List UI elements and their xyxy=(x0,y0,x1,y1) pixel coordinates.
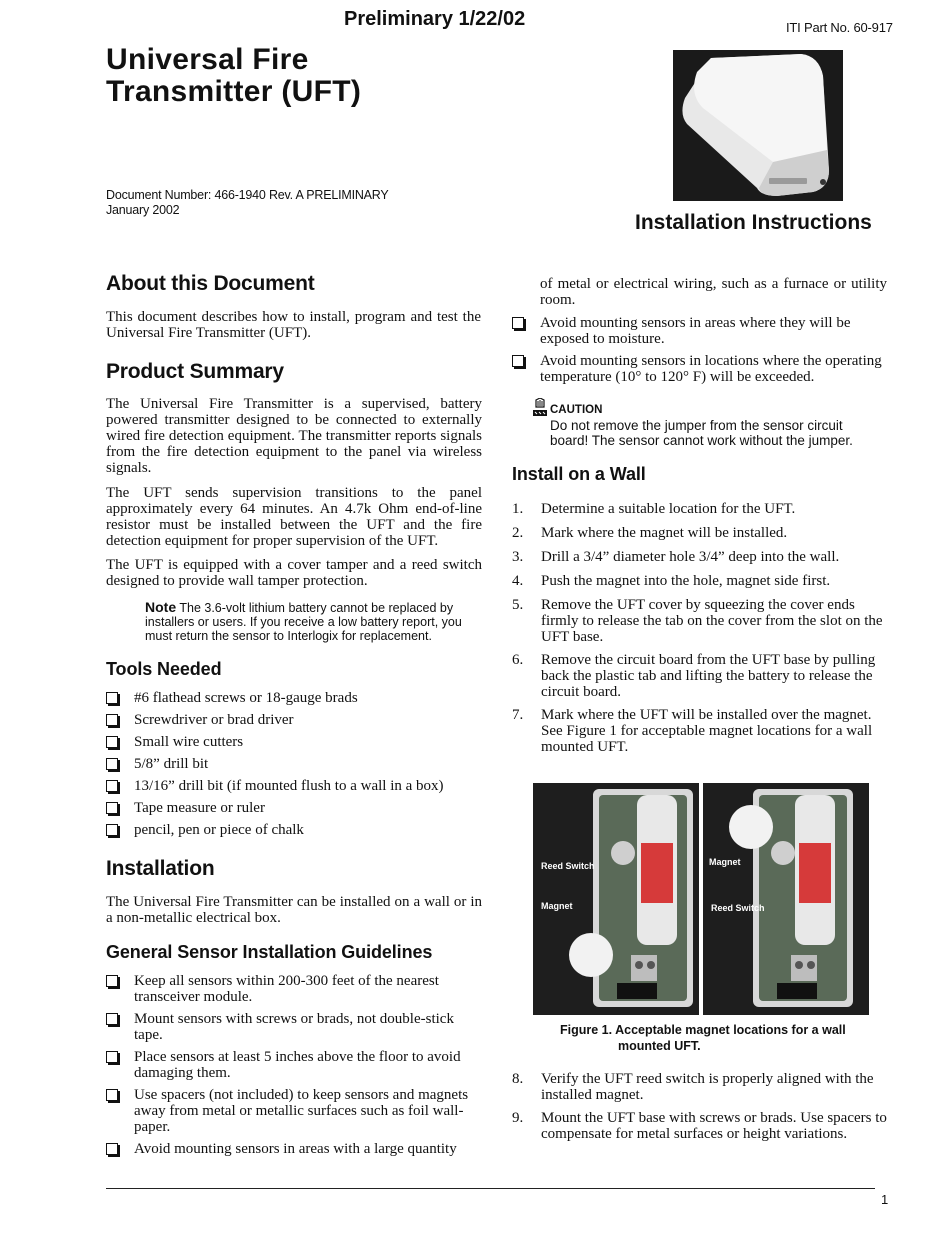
document-number: Document Number: 466-1940 Rev. A PRELIMINARY xyxy=(106,188,389,202)
list-item: #6 flathead screws or 18-gauge brads xyxy=(106,690,482,706)
caution-label: CAUTION xyxy=(550,404,603,416)
list-item: 5. Remove the UFT cover by squeezing the cover ends firmly to release the tab on the cover from the slot on the UFT base. xyxy=(512,597,883,645)
list-item: 6. Remove the circuit board from the UFT base by pulling back the plastic tab and lifting the battery to release the circuit board. xyxy=(512,652,876,700)
about-text: This document describes how to install, program and test the Universal Fire Transmitter (UFT). xyxy=(106,309,481,341)
list-item: 9. Mount the UFT base with screws or brads. Use spacers to compensate for metal surfaces or height variations. xyxy=(512,1110,887,1142)
summary-paragraph-3: The UFT is equipped with a cover tamper and a reed switch designed to provide wall tamper protection. xyxy=(106,557,482,589)
caution-text: Do not remove the jumper from the sensor circuit board! The sensor cannot work without the jumper. xyxy=(550,418,853,448)
list-item: Screwdriver or brad driver xyxy=(106,712,482,728)
preliminary-banner: Preliminary 1/22/02 xyxy=(344,8,526,30)
guidelines-continued-text: of metal or electrical wiring, such as a furnace or utility room. xyxy=(540,276,887,308)
list-item: 4. Push the magnet into the hole, magnet side first. xyxy=(512,573,831,589)
checkbox-icon xyxy=(106,824,118,836)
page-number: 1 xyxy=(881,1192,889,1207)
title-line-2: Transmitter (UFT) xyxy=(106,75,362,108)
product-summary-heading: Product Summary xyxy=(106,360,284,383)
guidelines-heading: General Sensor Installation Guidelines xyxy=(106,942,433,962)
document-date: January 2002 xyxy=(106,203,180,217)
uft-board-right-icon xyxy=(703,783,869,1015)
checkbox-icon xyxy=(106,802,118,814)
figure-1 xyxy=(533,783,869,1015)
checkbox-icon xyxy=(106,714,118,726)
checkbox-icon xyxy=(512,355,524,367)
install-wall-heading: Install on a Wall xyxy=(512,464,646,484)
list-item: Small wire cutters xyxy=(106,734,482,750)
figure-panel-left xyxy=(533,783,699,1015)
checkbox-icon xyxy=(106,1051,118,1063)
checkbox-icon xyxy=(106,1143,118,1155)
list-item: Keep all sensors within 200-300 feet of the nearest transceiver module. xyxy=(106,973,482,1005)
guidelines-list-continued xyxy=(512,315,887,385)
checkbox-icon xyxy=(512,317,524,329)
uft-board-left-icon xyxy=(533,783,699,1015)
checkbox-icon xyxy=(106,780,118,792)
footer-rule xyxy=(106,1188,875,1189)
checkbox-icon xyxy=(106,758,118,770)
checkbox-icon xyxy=(106,1013,118,1025)
installation-text: The Universal Fire Transmitter can be installed on a wall or in a non-metallic electrical box. xyxy=(106,894,482,926)
label-magnet-left: Magnet xyxy=(541,901,573,911)
list-item: Avoid mounting sensors in areas where they will be exposed to moisture. xyxy=(512,315,887,347)
list-item: 3. Drill a 3/4” diameter hole 3/4” deep into the wall. xyxy=(512,549,840,565)
summary-paragraph-1: The Universal Fire Transmitter is a supervised, battery powered transmitter designed to be connected to externally wired fire detection equipment. The transmitter reports signals from the fire detection equipment to the panel via wireless signals. xyxy=(106,396,482,476)
figure-caption xyxy=(560,1022,846,1054)
title-line-1: Universal Fire xyxy=(106,43,309,76)
list-item: Tape measure or ruler xyxy=(106,800,482,816)
list-item: 13/16” drill bit (if mounted flush to a wall in a box) xyxy=(106,778,482,794)
list-item: 8. Verify the UFT reed switch is properly aligned with the installed magnet. xyxy=(512,1071,874,1103)
list-item: Use spacers (not included) to keep sensors and magnets away from metal or metallic surfaces such as foil wall-paper. xyxy=(106,1087,482,1135)
label-reed-switch-left: Reed Switch xyxy=(541,861,595,871)
checkbox-icon xyxy=(106,1089,118,1101)
about-heading: About this Document xyxy=(106,272,315,295)
tools-list xyxy=(106,690,482,838)
caption-line-1: Figure 1. Acceptable magnet locations for a wall xyxy=(560,1023,846,1037)
list-item: Place sensors at least 5 inches above the floor to avoid damaging them. xyxy=(106,1049,482,1081)
note-label: Note xyxy=(145,599,177,615)
list-item: Avoid mounting sensors in locations where the operating temperature (10° to 120° F) will be exceeded. xyxy=(512,353,887,385)
note-text: The 3.6-volt lithium battery cannot be replaced by installers or users. If you receive a low battery report, you must return the sensor to Interlogix for replacement. xyxy=(145,601,462,643)
list-item: 7. Mark where the UFT will be installed over the magnet. See Figure 1 for acceptable magnet locations for a wall mounted UFT. xyxy=(512,707,873,755)
wall-steps-list-continued xyxy=(512,1071,888,1142)
part-number: ITI Part No. 60-917 xyxy=(786,20,893,35)
document-title xyxy=(106,44,361,108)
caption-line-2: mounted UFT. xyxy=(618,1039,701,1053)
document-meta xyxy=(106,188,389,218)
list-item: 2. Mark where the magnet will be installed. xyxy=(512,525,788,541)
product-photo xyxy=(673,50,843,201)
list-item: 1. Determine a suitable location for the UFT. xyxy=(512,501,796,517)
checkbox-icon xyxy=(106,692,118,704)
battery-note xyxy=(145,600,481,643)
label-reed-switch-right: Reed Switch xyxy=(711,903,765,913)
checkbox-icon xyxy=(106,975,118,987)
transmitter-photo-icon xyxy=(673,50,843,201)
tools-heading: Tools Needed xyxy=(106,659,222,679)
installation-instructions-heading: Installation Instructions xyxy=(635,211,872,234)
list-item: 5/8” drill bit xyxy=(106,756,482,772)
wall-steps-list xyxy=(512,501,888,755)
caution-hand-icon xyxy=(532,398,548,416)
installation-heading: Installation xyxy=(106,857,215,880)
label-magnet-right: Magnet xyxy=(709,857,741,867)
guidelines-list xyxy=(106,973,482,1157)
summary-paragraph-2: The UFT sends supervision transitions to the panel approximately every 64 minutes. An 4.7k Ohm end-of-line resistor must be installed between the UFT and the fire detection equipment for proper supervision of the UFT. xyxy=(106,485,482,549)
list-item: Avoid mounting sensors in areas with a large quantity xyxy=(106,1141,482,1157)
list-item: pencil, pen or piece of chalk xyxy=(106,822,482,838)
figure-panel-right xyxy=(703,783,869,1015)
list-item: Mount sensors with screws or brads, not double-stick tape. xyxy=(106,1011,482,1043)
checkbox-icon xyxy=(106,736,118,748)
